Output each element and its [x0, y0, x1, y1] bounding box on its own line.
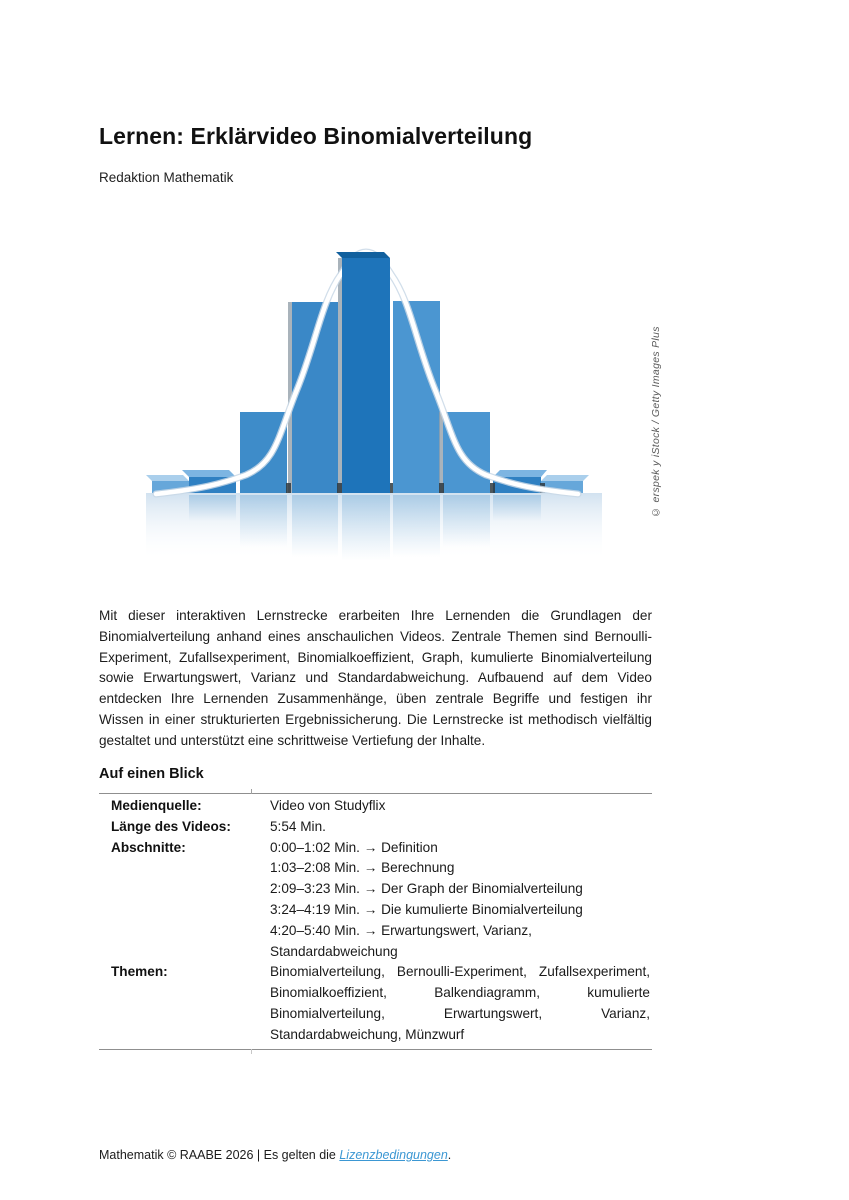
image-credit: © erspek y iStock / Getty Images Plus — [650, 326, 662, 518]
page-footer — [99, 1148, 451, 1162]
abschnitt-line: 0:00–1:02 Min. → Definition — [270, 839, 438, 855]
table-row-themen — [99, 962, 652, 1045]
themen-line: Binomialverteilung, Erwartungswert, Varianz, — [270, 1005, 650, 1021]
intro-paragraph: Mit dieser interaktiven Lernstrecke erarbeiten Ihre Lernenden die Grundlagen der Binomialverteilung anhand eines anschaulichen Videos. Zentrale Themen sind Bernoulli-Experiment, Zufallsexperiment, Binomialkoeffizient, Graph, kumulierte Binomialverteilung sowie Erwartungswert, Varianz und Standardabweichung. Aufbauend auf dem Video entdecken Ihre Lernenden Zusammenhänge, üben zentrale Begriffe und festigen ihr Wissen in einer strukturierten Ergebnissicherung. Die Lernstrecke ist methodisch vielfältig gestaltet und unterstützt eine schrittweise Vertiefung der Inhalte. — [99, 608, 652, 748]
bar-4-side-face — [338, 258, 342, 493]
table-row-laenge — [99, 817, 652, 838]
abschnitt-line: 3:24–4:19 Min. → Die kumulierte Binomialverteilung — [270, 901, 583, 917]
row-value — [252, 838, 652, 963]
themen-line: Standardabweichung, Münzwurf — [270, 1026, 465, 1042]
table-row-abschnitte — [99, 838, 652, 963]
themen-line: Binomialverteilung, Bernoulli-Experiment, Zufallsexperiment, — [270, 964, 650, 980]
license-link[interactable]: Lizenzbedingungen — [339, 1148, 448, 1162]
abschnitt-line: 1:03–2:08 Min. → Berechnung — [270, 860, 455, 876]
row-label: Länge des Videos: — [111, 818, 231, 834]
page-title: Lernen: Erklärvideo Binomialverteilung — [99, 123, 533, 149]
row-value: 5:54 Min. — [270, 818, 326, 834]
row-label: Medienquelle: — [111, 798, 202, 813]
overview-heading: Auf einen Blick — [99, 766, 204, 782]
bar-chart-illustration — [136, 232, 616, 567]
overview-table — [99, 793, 652, 1050]
row-label: Abschnitte: — [111, 839, 186, 855]
author-line: Redaktion Mathematik — [99, 170, 234, 185]
row-value: Video von Studyflix — [270, 798, 386, 813]
bar-2 — [240, 412, 287, 493]
bar-6-side-face — [439, 412, 443, 493]
abschnitt-line: 2:09–3:23 Min. → Der Graph der Binomialverteilung — [270, 881, 583, 897]
footer-text: Mathematik © RAABE 2026 | Es gelten die — [99, 1148, 340, 1162]
themen-line: Binomialkoeffizient, Balkendiagramm, kumulierte — [270, 985, 650, 1001]
row-label: Themen: — [111, 964, 168, 980]
abschnitt-line: 4:20–5:40 Min. → Erwartungswert, Varianz, Standardabweichung — [270, 922, 532, 959]
footer-period: . — [447, 1148, 452, 1162]
bar-4-center — [336, 252, 390, 493]
table-row-medienquelle — [99, 796, 652, 817]
row-value — [252, 962, 652, 1045]
binomial-chart-image — [136, 232, 616, 567]
